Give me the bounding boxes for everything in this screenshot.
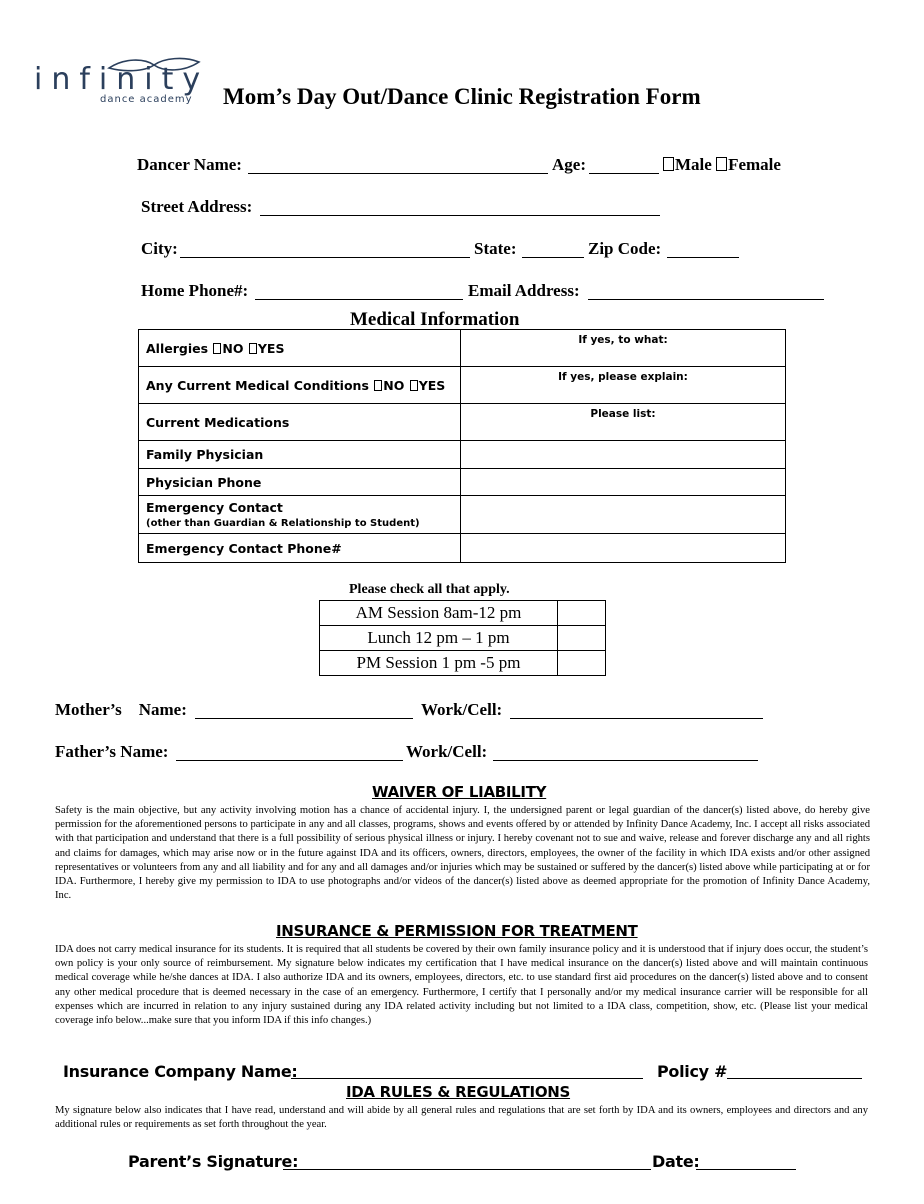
city-field[interactable] [180, 257, 470, 258]
allergies-label: Allergies [146, 340, 209, 356]
conditions-details-field[interactable]: If yes, please explain: [461, 367, 786, 404]
table-row [320, 651, 606, 676]
physician-phone-field[interactable] [461, 469, 786, 496]
mother-name-label: Mother’s Name: [55, 700, 187, 719]
policy-field[interactable] [727, 1078, 862, 1079]
waiver-text: Safety is the main objective, but any activity involving motion has a chance of accidental injury. I, the undersigned parent or legal guardian of the dancer(s) listed above, do hereby give permission for the aforementioned persons to participate in any and all classes, programs, shows and events offered by or attended by Infinity Dance Academy, Inc. I accept all risks associated with that participation and understand that there is a full possibility of serious physical illness or injury. I hereby covenant not to sue and waive, release and forever discharge any and all rights and claims for damages, which may arise now or in the future against IDA and its officers, owners, directors, employees, the owner of the facility in which IDA exists and/or other assigned representatives or volunteers from any and all liability and for any and all damages and/or injuries which may be sustained or suffered by the dancer(s) listed above while participating at or for IDA. Furthermore, I hereby give my permission to IDA to use photographs and/or videos of the dancer(s) listed above as deemed appropriate for the promotion of Infinity Dance Academy, Inc. [55, 805, 870, 902]
conditions-cell [139, 367, 461, 404]
emergency-contact-cell [139, 496, 461, 534]
insurance-company-field[interactable] [291, 1078, 643, 1079]
logo [34, 56, 214, 108]
date-field[interactable] [696, 1169, 796, 1170]
allergies-no-label: NO [222, 340, 244, 356]
father-name-field[interactable] [176, 760, 403, 761]
zip-code-field[interactable] [667, 257, 739, 258]
conditions-yes-label: YES [418, 377, 446, 393]
am-session-label: AM Session 8am-12 pm [320, 601, 558, 626]
table-row [320, 601, 606, 626]
emergency-contact-sublabel: (other than Guardian & Relationship to Student) [146, 518, 420, 529]
pm-session-checkbox[interactable] [558, 651, 606, 676]
rules-text: My signature below also indicates that I have read, understand and will abide by all general rules and regulations that are set forth by IDA and its owners, employees and directors and any additional rules or requirements as set forth throughout the year. [55, 1105, 868, 1131]
table-row [139, 404, 786, 441]
logo-word: infinity [34, 62, 210, 97]
emergency-phone-field[interactable] [461, 534, 786, 563]
logo-subtitle: dance academy [100, 94, 193, 105]
allergies-details-field[interactable]: If yes, to what: [461, 330, 786, 367]
city-label: City: [141, 239, 178, 258]
policy-label: Policy # [657, 1062, 728, 1081]
age-label: Age: [552, 155, 586, 174]
allergies-cell [139, 330, 461, 367]
allergies-yes-checkbox[interactable] [249, 343, 257, 354]
lunch-session-label: Lunch 12 pm – 1 pm [320, 626, 558, 651]
conditions-yes-checkbox[interactable] [410, 380, 418, 391]
insurance-company-label: Insurance Company Name: [63, 1062, 298, 1081]
medications-field[interactable]: Please list: [461, 404, 786, 441]
medical-table [138, 329, 786, 563]
date-label: Date: [652, 1152, 700, 1171]
conditions-label: Any Current Medical Conditions [146, 377, 369, 393]
emergency-contact-field[interactable] [461, 496, 786, 534]
home-phone-field[interactable] [255, 299, 463, 300]
male-label: Male [675, 155, 712, 174]
insurance-text: IDA does not carry medical insurance for its students. It is required that all students be covered by their own family insurance policy and it is understood that if injury does occur, the student’s own policy is your only source of reimbursement. My signature below indicates my certification that I have medical insurance on the dancer(s) listed above and will maintain continuous medical coverage while he/she dances at IDA. I also authorize IDA and its owners, employees, directors, etc. to use standard first aid procedures on the dancer(s) listed above and to consent any other medical procedure that is deemed necessary in the case of an emergency. Furthermore, I certify that I personally and/or my medical insurance carrier will be responsible for all expenses which are incurred in relation to any injury sustained during any IDA related activity including but not limited to a IDA class, competition, show, etc. (Please list your medical coverage info below...make sure that you inform IDA if this info changes.) [55, 944, 868, 1027]
medications-label: Current Medications [139, 404, 461, 441]
state-label: State: [474, 239, 517, 258]
am-session-checkbox[interactable] [558, 601, 606, 626]
table-row [139, 496, 786, 534]
sessions-table [319, 600, 606, 676]
parent-signature-field[interactable] [283, 1169, 651, 1170]
medical-heading: Medical Information [350, 309, 520, 330]
family-physician-field[interactable] [461, 441, 786, 469]
conditions-no-label: NO [383, 377, 405, 393]
table-row [139, 534, 786, 563]
emergency-contact-label: Emergency Contact [146, 500, 283, 515]
female-label: Female [728, 155, 781, 174]
emergency-phone-label: Emergency Contact Phone# [139, 534, 461, 563]
state-field[interactable] [522, 257, 584, 258]
table-row [139, 367, 786, 404]
female-checkbox[interactable] [716, 157, 727, 171]
allergies-yes-label: YES [257, 340, 285, 356]
mother-work-field[interactable] [510, 718, 763, 719]
parent-signature-label: Parent’s Signature: [128, 1152, 299, 1171]
lunch-session-checkbox[interactable] [558, 626, 606, 651]
father-name-label: Father’s Name: [55, 742, 169, 761]
mother-work-label: Work/Cell: [421, 700, 503, 719]
email-label: Email Address: [468, 281, 580, 300]
father-work-label: Work/Cell: [406, 742, 488, 761]
table-row [139, 469, 786, 496]
mother-name-field[interactable] [195, 718, 413, 719]
male-checkbox[interactable] [663, 157, 674, 171]
sessions-heading: Please check all that apply. [349, 582, 510, 597]
family-physician-label: Family Physician [139, 441, 461, 469]
allergies-no-checkbox[interactable] [213, 343, 221, 354]
street-address-label: Street Address: [141, 197, 253, 216]
rules-heading: IDA RULES & REGULATIONS [346, 1083, 571, 1101]
age-field[interactable] [589, 173, 659, 174]
pm-session-label: PM Session 1 pm -5 pm [320, 651, 558, 676]
zip-code-label: Zip Code: [588, 239, 662, 258]
waiver-heading: WAIVER OF LIABILITY [372, 783, 547, 801]
dancer-name-field[interactable] [248, 173, 548, 174]
father-work-field[interactable] [493, 760, 758, 761]
physician-phone-label: Physician Phone [139, 469, 461, 496]
home-phone-label: Home Phone#: [141, 281, 249, 300]
table-row [139, 330, 786, 367]
email-field[interactable] [588, 299, 824, 300]
table-row [139, 441, 786, 469]
gender-options [663, 155, 781, 175]
dancer-name-label: Dancer Name: [137, 155, 242, 174]
street-address-field[interactable] [260, 215, 660, 216]
insurance-heading: INSURANCE & PERMISSION FOR TREATMENT [276, 922, 638, 940]
conditions-no-checkbox[interactable] [374, 380, 382, 391]
page-title: Mom’s Day Out/Dance Clinic Registration Form [223, 84, 701, 109]
table-row [320, 626, 606, 651]
